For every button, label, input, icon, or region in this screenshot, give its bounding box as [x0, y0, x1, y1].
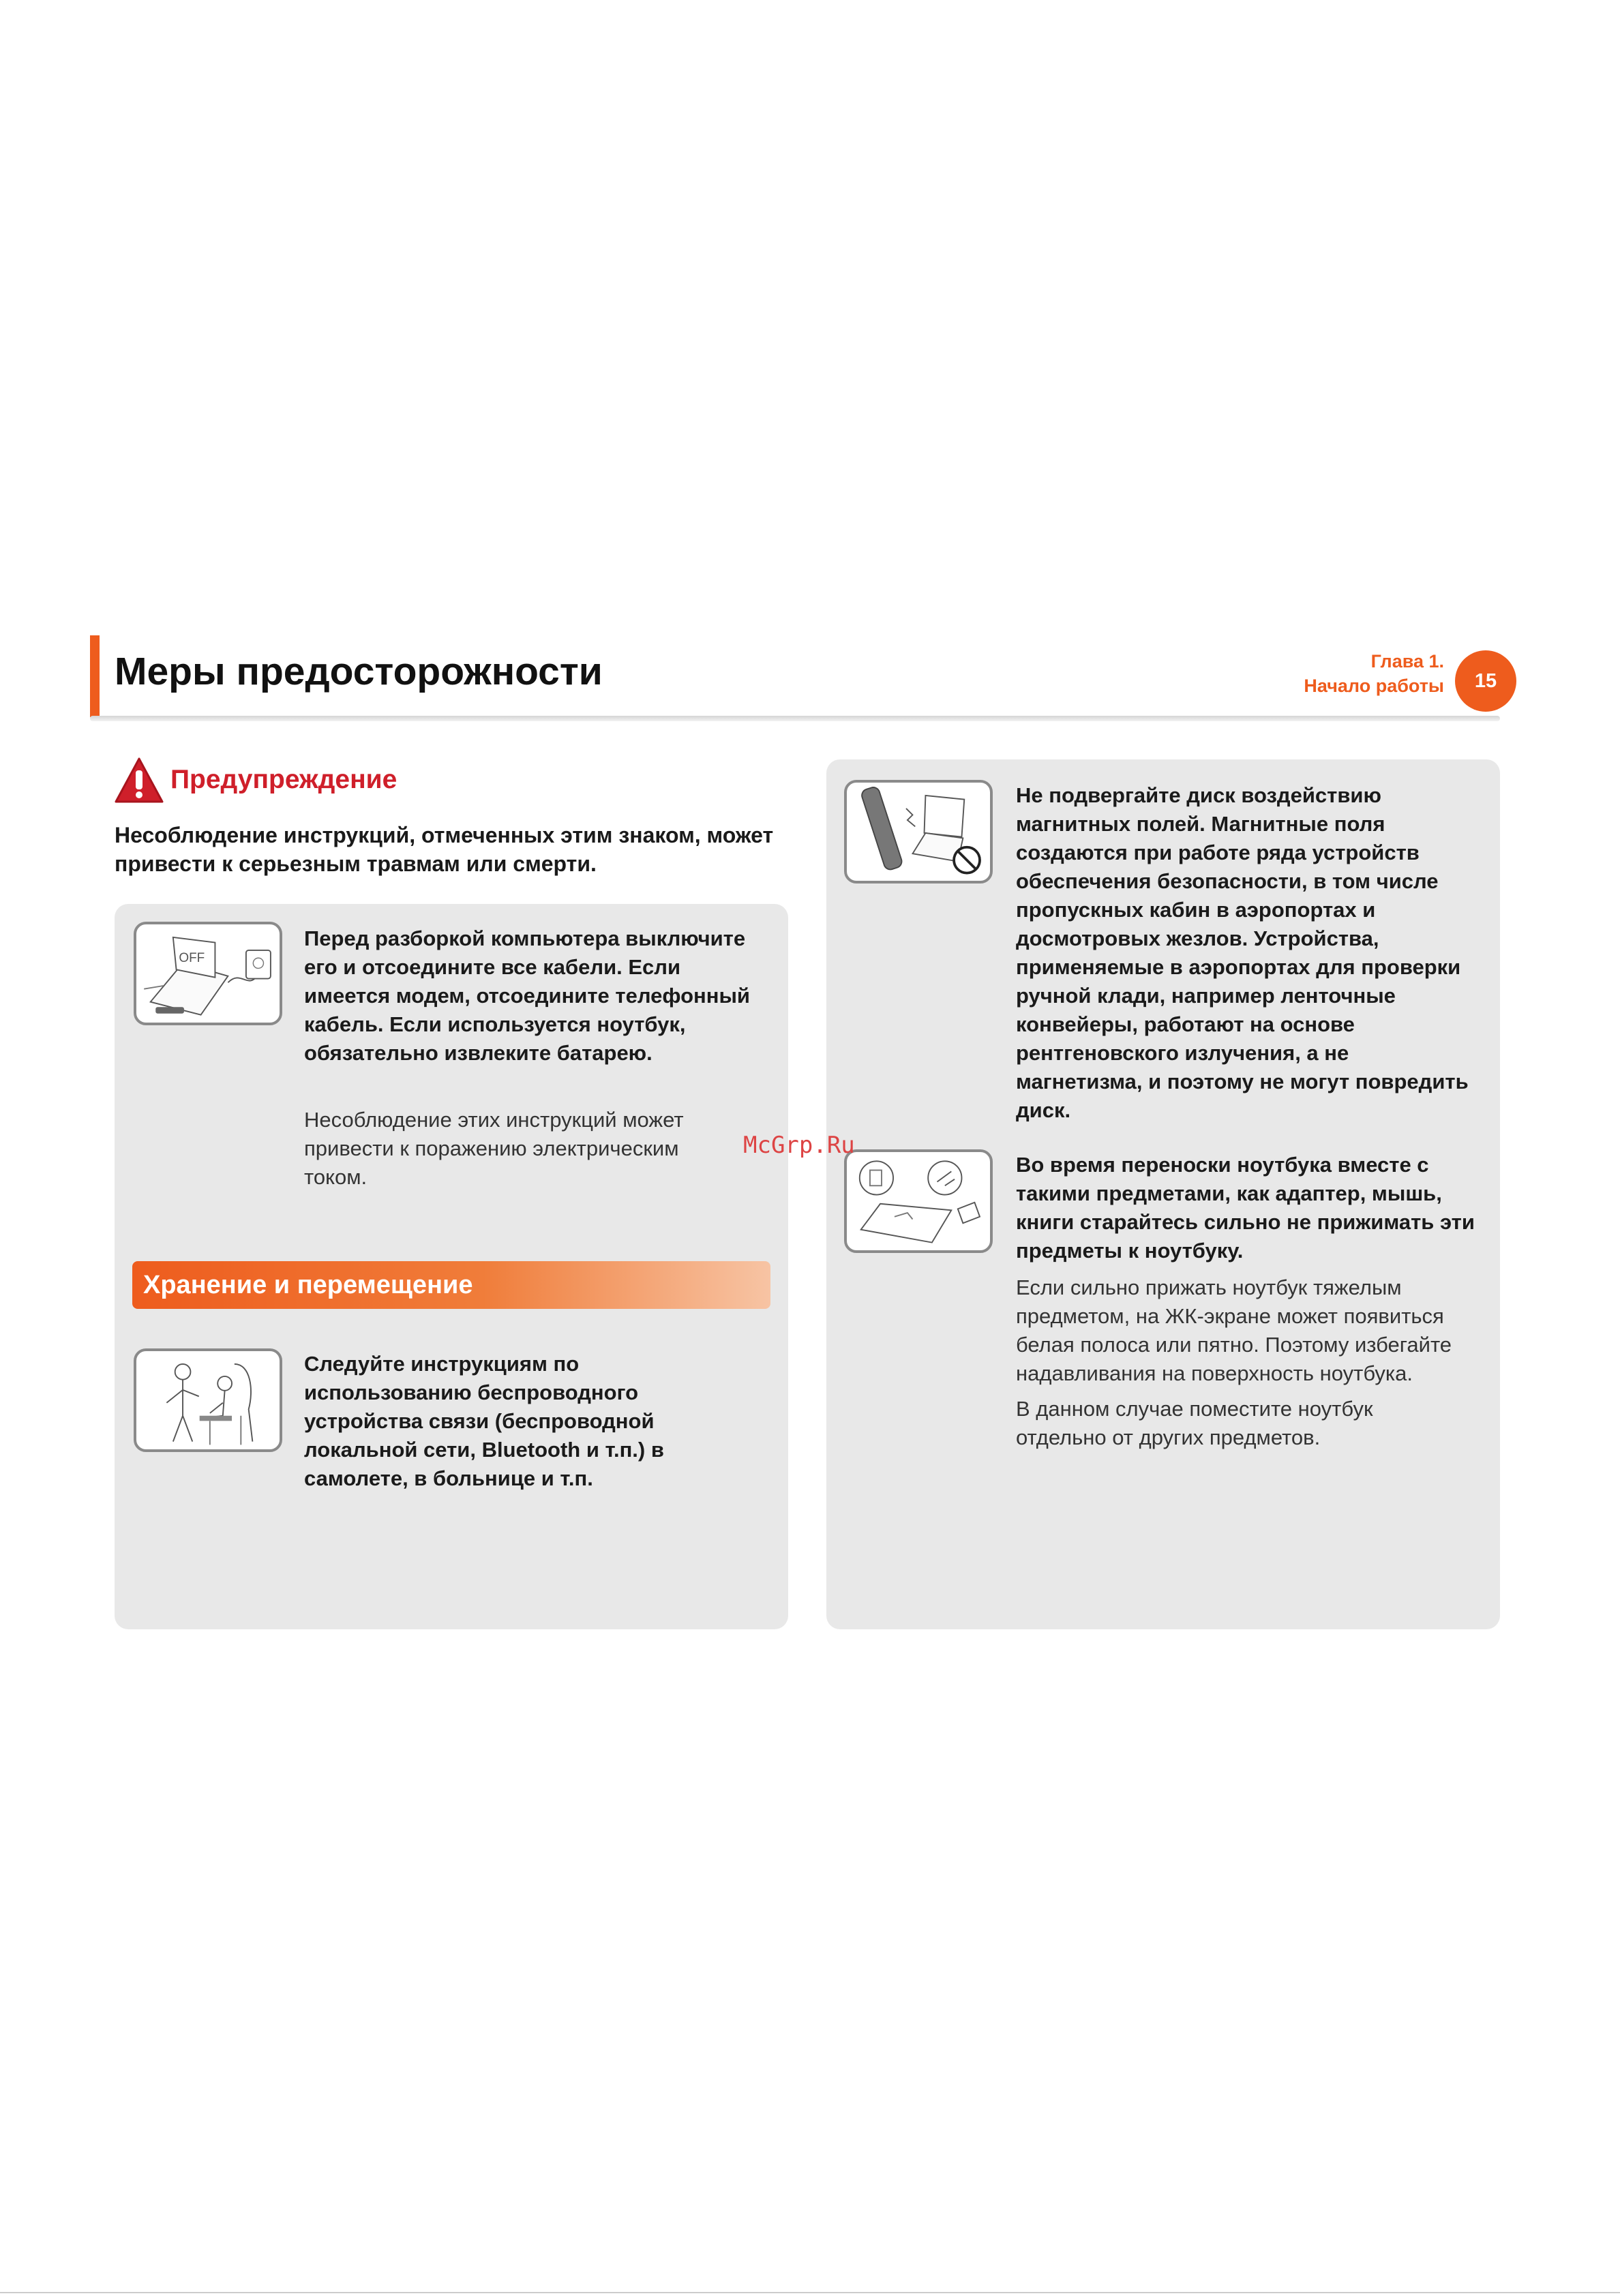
chapter-label [1304, 649, 1444, 698]
page-number-badge: 15 [1455, 650, 1516, 712]
airplane-wireless-illustration [134, 1348, 282, 1452]
header-divider [90, 716, 1500, 721]
off-label: OFF [179, 950, 205, 965]
warning-triangle-icon [115, 757, 164, 804]
unplug-laptop-illustration [134, 922, 282, 1025]
storage-section-title: Хранение и перемещение [143, 1271, 473, 1299]
carry-laptop-illustration [844, 1149, 993, 1253]
warning-title: Предупреждение [170, 765, 397, 794]
carry-warning-text-1: Если сильно прижать ноутбук тяжелым предметом, на ЖК-экране может появиться белая полоса или пятно. Поэтому избегайте надавливания на поверхность ноутбука. [1016, 1275, 1452, 1385]
magnetic-field-warning-bold: Не подвергайте диск воздействию магнитных полей. Магнитные поля создаются при работе ряда устройств обеспечения безопасности, в том числе пропускных кабин в аэропортах и досмотровых жезлов. Устройства, применяемые в аэропортах для проверки ручной клади, например ленточные конвейеры, работают на основе рентгеновского излучения, а не магнетизма, и поэтому не могут повредить диск. [1016, 783, 1469, 1122]
wireless-usage-bold: Следуйте инструкциям по использованию беспроводного устройства связи (беспроводной локальной сети, Bluetooth и т.п.) в самолете, в больнице и т.п. [304, 1352, 664, 1490]
magnetic-wand-illustration [844, 780, 993, 883]
carry-warning-bold: Во время переноски ноутбука вместе с такими предметами, как адаптер, мышь, книги старайтесь сильно не прижимать эти предметы к ноутбуку. [1016, 1153, 1475, 1263]
chapter-name: Начало работы [1304, 676, 1444, 696]
disassembly-warning-text: Несоблюдение этих инструкций может привести к поражению электрическим током. [304, 1108, 684, 1189]
disassembly-warning-bold: Перед разборкой компьютера выключите его и отсоедините все кабели. Если имеется модем, отсоедините телефонный кабель. Если используется ноутбук, обязательно извлеките батарею. [304, 926, 750, 1065]
carry-warning-text-2: В данном случае поместите ноутбук отдельно от других предметов. [1016, 1397, 1373, 1449]
page-bottom-rule [0, 2292, 1620, 2293]
page-title: Меры предосторожности [115, 650, 603, 693]
title-accent-bar [90, 635, 100, 717]
warning-text: Несоблюдение инструкций, отмеченных этим знаком, может привести к серьезным травмам или смерти. [115, 823, 774, 876]
watermark: McGrp.Ru [743, 1132, 855, 1159]
chapter-number: Глава 1. [1370, 651, 1444, 671]
